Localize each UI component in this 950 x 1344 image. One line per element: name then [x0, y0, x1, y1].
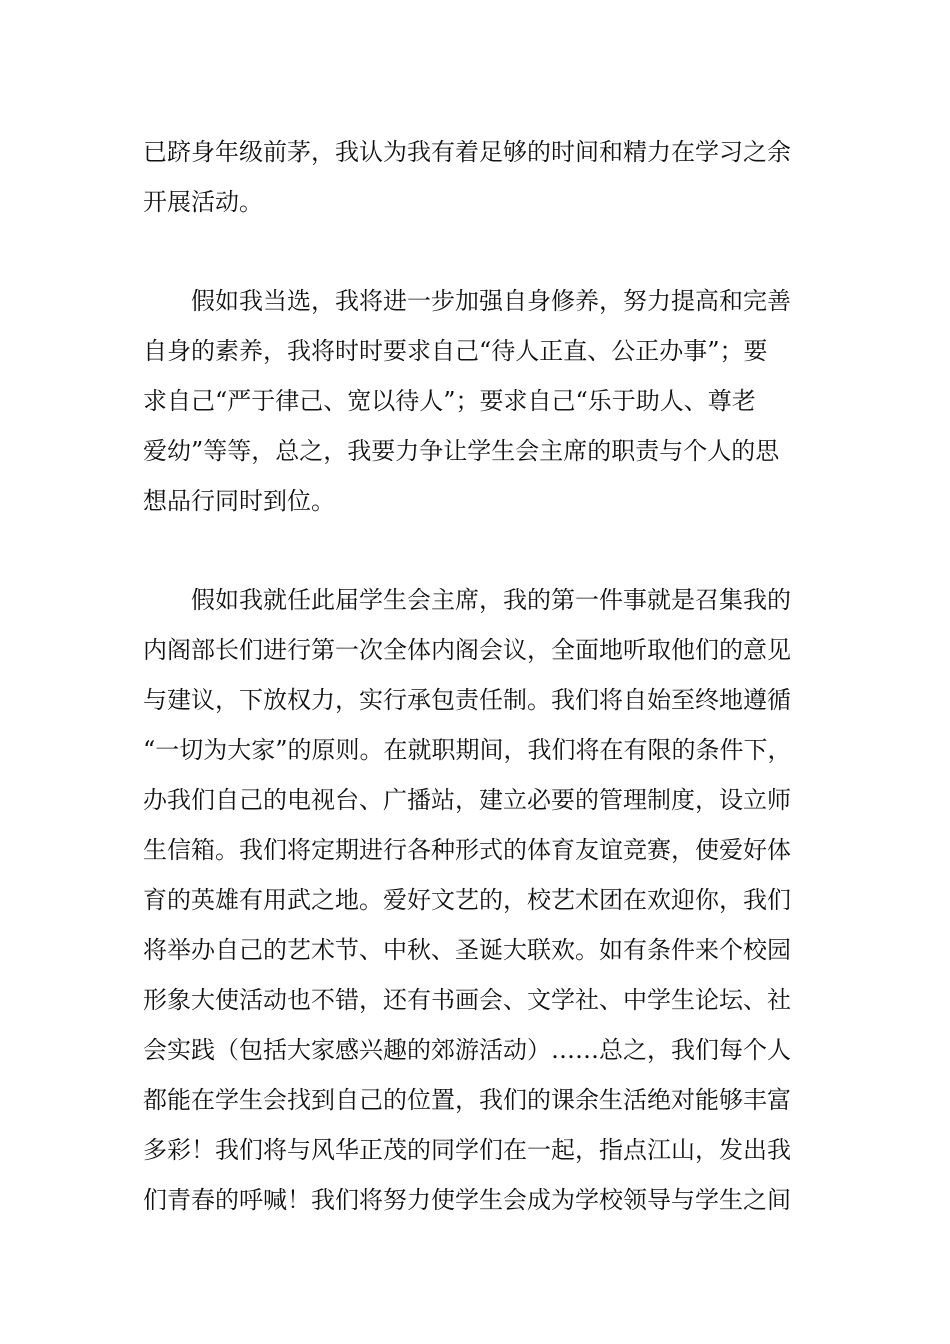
paragraph-line: 求自己“严于律己、宽以待人”；要求自己“乐于助人、尊老 [143, 387, 756, 415]
paragraph-line: 生信箱。我们将定期进行各种形式的体育友谊竞赛，使爱好体 [143, 836, 791, 864]
paragraph-line: 将举办自己的艺术节、中秋、圣诞大联欢。如有条件来个校园 [143, 936, 791, 964]
paragraph-line: 内阁部长们进行第一次全体内阁会议，全面地听取他们的意见 [143, 636, 791, 664]
paragraph-1 [143, 127, 823, 227]
paragraph-line: 育的英雄有用武之地。爱好文艺的，校艺术团在欢迎你，我们 [143, 886, 791, 914]
paragraph-line: 办我们自己的电视台、广播站，建立必要的管理制度，设立师 [143, 786, 791, 814]
paragraph-line: 爱幼”等等，总之，我要力争让学生会主席的职责与个人的思 [143, 437, 780, 465]
paragraph-line: 想品行同时到位。 [143, 487, 335, 515]
paragraph-line: 自身的素养，我将时时要求自己“待人正直、公正办事”；要 [143, 337, 768, 365]
paragraph-line: 假如我就任此届学生会主席，我的第一件事就是召集我的 [191, 586, 791, 614]
paragraph-2 [143, 276, 823, 526]
paragraph-line: 都能在学生会找到自己的位置，我们的课余生活绝对能够丰富 [143, 1086, 791, 1114]
paragraph-line: 已跻身年级前茅，我认为我有着足够的时间和精力在学习之余 [143, 138, 791, 166]
paragraph-line: 形象大使活动也不错，还有书画会、文学社、中学生论坛、社 [143, 986, 791, 1014]
paragraph-line: 们青春的呼喊！我们将努力使学生会成为学校领导与学生之间 [143, 1186, 791, 1214]
paragraph-line: “一切为大家”的原则。在就职期间，我们将在有限的条件下， [143, 736, 792, 764]
paragraph-line: 多彩！我们将与风华正茂的同学们在一起，指点江山，发出我 [143, 1136, 791, 1164]
paragraph-line: 与建议，下放权力，实行承包责任制。我们将自始至终地遵循 [143, 686, 791, 714]
paragraph-3 [143, 575, 823, 1225]
paragraph-line: 会实践（包括大家感兴趣的郊游活动）……总之，我们每个人 [143, 1036, 791, 1064]
paragraph-line: 开展活动。 [143, 188, 263, 216]
paragraph-line: 假如我当选，我将进一步加强自身修养，努力提高和完善 [191, 287, 791, 315]
